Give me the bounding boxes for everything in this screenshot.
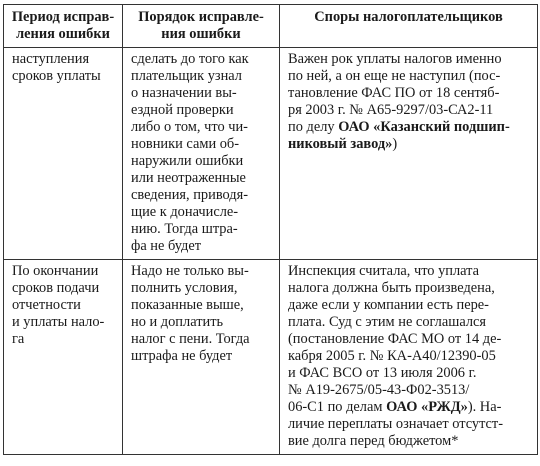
case-line: никовый завод»): [288, 136, 398, 152]
comparison-table: [3, 4, 538, 455]
cell-period: По окончании сроков подачи отчетности и уплаты нало- га: [4, 260, 123, 455]
table-row: [4, 48, 538, 260]
company-name: ОАО «Казанский подшип-: [338, 119, 510, 135]
company-name: ОАО «РЖД»: [386, 399, 468, 415]
table-row: [4, 260, 538, 455]
cell-disputes: Важен рок уплаты налогов именно по ней, а он еще не наступил (пос- тановление ФАС ПО от 18 сентяб- ря 2003 г. № А65-9297/03-СА2-11 по делу ОАО «Казанский подшип- никовый завод»): [280, 48, 538, 260]
case-line: по делу ОАО «Казанский подшип-: [288, 119, 510, 135]
cell-procedure: сделать до того как плательщик узнал о назначении вы- ездной проверки либо о том, что чи- новники сами об- наружили ошибки или неотраженные сведения, приводя- щие к доначисле- нию. Тогда штра- фа не будет: [123, 48, 280, 260]
cell-period: наступления сроков уплаты: [4, 48, 123, 260]
company-name: никовый завод»: [288, 136, 393, 152]
cell-procedure: Надо не только вы- полнить условия, показанные выше, но и доплатить налог с пени. Тогда штрафа не будет: [123, 260, 280, 455]
header-disputes: Споры налогоплательщиков: [280, 5, 538, 48]
case-line: 06-С1 по делам ОАО «РЖД»). На-: [288, 399, 502, 415]
header-procedure: Порядок исправле- ния ошибки: [123, 5, 280, 48]
cell-disputes: Инспекция считала, что уплата налога должна быть произведена, даже если у компании есть пере- плата. Суд с этим не соглашался (постановление ФАС МО от 14 де- кабря 2005 г. № КА-А40/12390-05 и ФАС ВСО от 13 июля 2006 г. № А19-2675/05-43-Ф02-3513/ 06-С1 по делам ОАО «РЖД»). На- личие переплаты означает отсутст- вие долга перед бюджетом*: [280, 260, 538, 455]
header-period: Период исправ- ления ошибки: [4, 5, 123, 48]
table-header-row: [4, 5, 538, 48]
